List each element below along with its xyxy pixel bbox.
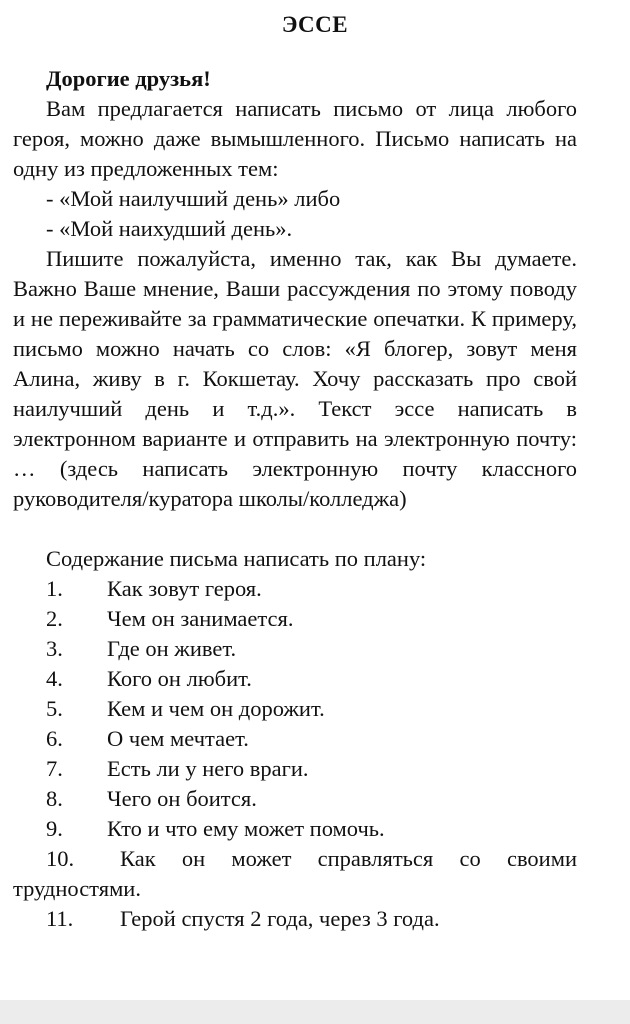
plan-item-text: Кто и что ему может помочь. (107, 816, 385, 841)
plan-item-text: Где он живет. (107, 636, 237, 661)
plan-item (13, 574, 577, 604)
plan-item-number: 2. (46, 606, 63, 631)
plan-intro: Содержание письма написать по плану: (46, 546, 427, 571)
plan-item-number: 5. (46, 696, 63, 721)
plan-item-text: Чего он боится. (107, 786, 257, 811)
plan-item-number: 9. (46, 816, 63, 841)
plan-item-number: 1. (46, 576, 63, 601)
viewer-bottom-edge (0, 1000, 630, 1024)
document-body (13, 64, 577, 934)
plan-item-text: О чем мечтает. (107, 726, 249, 751)
plan-item-number: 3. (46, 636, 63, 661)
plan-list (13, 574, 577, 934)
intro-paragraph: Вам предлагается написать письмо от лица любого героя, можно даже вымышленного. Письмо написать на одну из предложенных тем: (13, 96, 577, 181)
plan-item (13, 784, 577, 814)
topic-best-day: - «Мой наилучший день» либо (46, 186, 341, 211)
topic-worst-day: - «Мой наихудший день». (46, 216, 293, 241)
plan-item-text: Кого он любит. (107, 666, 252, 691)
plan-item (13, 664, 577, 694)
paragraph-gap (13, 514, 577, 544)
plan-item (13, 634, 577, 664)
instructions-paragraph: Пишите пожалуйста, именно так, как Вы думаете. Важно Ваше мнение, Ваши рассуждения по этому поводу и не переживайте за грамматические опечатки. К примеру, письмо можно начать со слов: «Я блогер, зовут меня Алина, живу в г. Кокшетау. Хочу рассказать про свой наилучший день и т.д.». Текст эссе написать в электронном варианте и отправить на электронную почту: … (здесь написать электронную почту классного руководителя/куратора школы/колледжа) (13, 246, 577, 511)
plan-item (13, 724, 577, 754)
plan-item-text: Как он может справляться со своими трудностями. (13, 846, 577, 901)
plan-item-number: 4. (46, 666, 63, 691)
plan-item-text: Есть ли у него враги. (107, 756, 309, 781)
plan-item (13, 604, 577, 634)
greeting: Дорогие друзья! (46, 66, 211, 91)
plan-item-text: Чем он занимается. (107, 606, 294, 631)
plan-item-number: 10. (46, 846, 75, 871)
plan-item-number: 6. (46, 726, 63, 751)
plan-item (13, 754, 577, 784)
plan-item-number: 11. (46, 906, 74, 931)
plan-item-text: Кем и чем он дорожит. (107, 696, 325, 721)
plan-item-text: Как зовут героя. (107, 576, 262, 601)
plan-item (13, 694, 577, 724)
plan-item-number: 8. (46, 786, 63, 811)
plan-item (13, 814, 577, 844)
plan-item-number: 7. (46, 756, 63, 781)
plan-item (13, 844, 577, 904)
plan-item-text: Герой спустя 2 года, через 3 года. (120, 906, 440, 931)
document-title: ЭССЕ (281, 12, 349, 37)
plan-item (13, 904, 577, 934)
